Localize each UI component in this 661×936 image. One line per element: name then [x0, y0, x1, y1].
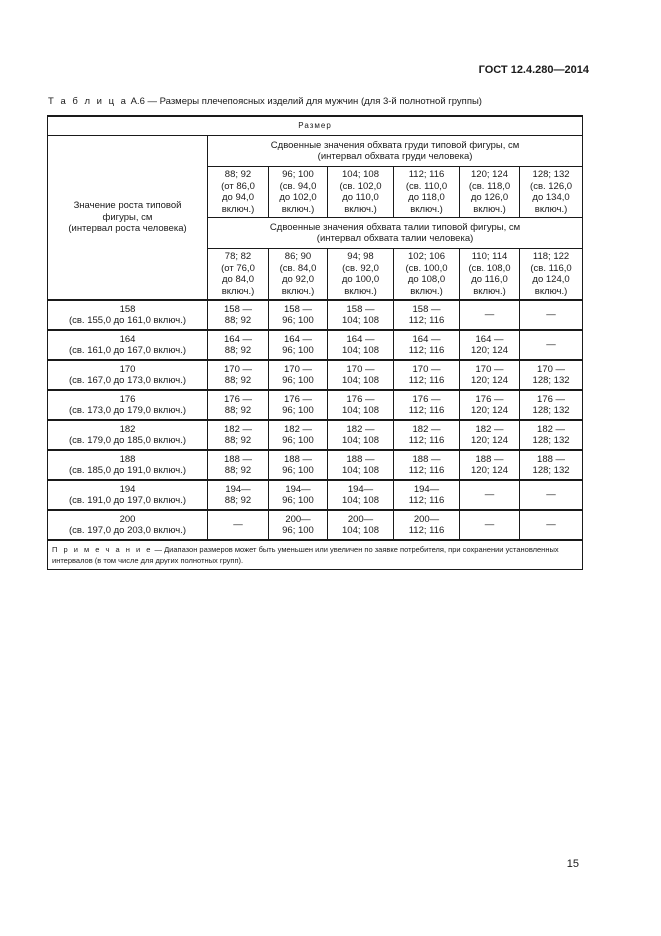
- waist-value: 118; 122 (св. 116,0 до 124,0 включ.): [520, 249, 583, 301]
- height-value: 182 (св. 179,0 до 185,0 включ.): [48, 420, 208, 450]
- height-value: 188 (св. 185,0 до 191,0 включ.): [48, 450, 208, 480]
- table-row: [48, 480, 583, 510]
- table-caption-label: Т а б л и ц а: [48, 96, 128, 107]
- table-caption: [48, 96, 482, 107]
- note-text: — Диапазон размеров может быть уменьшен или увеличен по заявке потребителя, при сохранении установленных интервалов (в том числе для других полнотных групп).: [52, 545, 559, 565]
- size-cell: 188 — 96; 100: [269, 450, 328, 480]
- size-cell: 188 — 128; 132: [520, 450, 583, 480]
- note-row: [48, 540, 583, 570]
- page-number: 15: [566, 858, 579, 870]
- table-row: [48, 360, 583, 390]
- size-cell: —: [520, 300, 583, 330]
- height-value: 194 (св. 191,0 до 197,0 включ.): [48, 480, 208, 510]
- size-cell: 182 — 96; 100: [269, 420, 328, 450]
- table-row: [48, 510, 583, 540]
- table-row: [48, 450, 583, 480]
- size-cell: 194— 96; 100: [269, 480, 328, 510]
- size-cell: —: [520, 510, 583, 540]
- size-cell: 176 — 88; 92: [208, 390, 269, 420]
- size-cell: —: [520, 330, 583, 360]
- size-cell: 176 — 120; 124: [460, 390, 520, 420]
- size-header: Размер: [48, 116, 583, 136]
- size-cell: —: [208, 510, 269, 540]
- size-cell: 200— 112; 116: [394, 510, 460, 540]
- size-cell: 188 — 104; 108: [328, 450, 394, 480]
- size-cell: 200— 104; 108: [328, 510, 394, 540]
- size-table: [47, 115, 583, 570]
- waist-value: 110; 114 (св. 108,0 до 116,0 включ.): [460, 249, 520, 301]
- size-cell: 176 — 96; 100: [269, 390, 328, 420]
- height-value: 200 (св. 197,0 до 203,0 включ.): [48, 510, 208, 540]
- size-cell: 164 — 88; 92: [208, 330, 269, 360]
- size-cell: 188 — 112; 116: [394, 450, 460, 480]
- table-row: [48, 390, 583, 420]
- size-cell: 176 — 128; 132: [520, 390, 583, 420]
- size-cell: 182 — 104; 108: [328, 420, 394, 450]
- table-note: [48, 540, 583, 570]
- size-cell: 194— 104; 108: [328, 480, 394, 510]
- size-cell: 170 — 96; 100: [269, 360, 328, 390]
- size-cell: 176 — 104; 108: [328, 390, 394, 420]
- size-cell: 188 — 88; 92: [208, 450, 269, 480]
- size-cell: —: [520, 480, 583, 510]
- waist-value: 102; 106 (св. 100,0 до 108,0 включ.): [394, 249, 460, 301]
- size-cell: 170 — 128; 132: [520, 360, 583, 390]
- size-cell: 158 — 112; 116: [394, 300, 460, 330]
- height-value: 176 (св. 173,0 до 179,0 включ.): [48, 390, 208, 420]
- size-cell: 164 — 112; 116: [394, 330, 460, 360]
- size-cell: 194— 112; 116: [394, 480, 460, 510]
- table-row: [48, 300, 583, 330]
- table-caption-text: А.6 — Размеры плечепоясных изделий для мужчин (для 3-й полнотной группы): [127, 96, 482, 107]
- size-cell: 194— 88; 92: [208, 480, 269, 510]
- size-cell: —: [460, 480, 520, 510]
- size-cell: 182 — 120; 124: [460, 420, 520, 450]
- size-cell: 164 — 104; 108: [328, 330, 394, 360]
- size-cell: —: [460, 510, 520, 540]
- height-value: 170 (св. 167,0 до 173,0 включ.): [48, 360, 208, 390]
- size-cell: 170 — 112; 116: [394, 360, 460, 390]
- table-row: [48, 420, 583, 450]
- size-cell: —: [460, 300, 520, 330]
- height-value: 158 (св. 155,0 до 161,0 включ.): [48, 300, 208, 330]
- size-cell: 170 — 88; 92: [208, 360, 269, 390]
- size-cell: 158 — 96; 100: [269, 300, 328, 330]
- waist-value: 78; 82 (от 76,0 до 84,0 включ.): [208, 249, 269, 301]
- table-row: [48, 330, 583, 360]
- height-value: 164 (св. 161,0 до 167,0 включ.): [48, 330, 208, 360]
- waist-header: Сдвоенные значения обхвата талии типовой фигуры, см (интервал обхвата талии человека): [208, 218, 583, 249]
- note-label: П р и м е ч а н и е: [52, 545, 153, 554]
- document-code: ГОСТ 12.4.280—2014: [478, 64, 589, 76]
- size-cell: 170 — 120; 124: [460, 360, 520, 390]
- size-cell: 158 — 104; 108: [328, 300, 394, 330]
- size-cell: 200— 96; 100: [269, 510, 328, 540]
- size-cell: 182 — 112; 116: [394, 420, 460, 450]
- size-cell: 176 — 112; 116: [394, 390, 460, 420]
- height-header: Значение роста типовой фигуры, см (интервал роста человека): [48, 136, 208, 301]
- chest-value: 120; 124 (св. 118,0 до 126,0 включ.): [460, 167, 520, 218]
- chest-value: 104; 108 (св. 102,0 до 110,0 включ.): [328, 167, 394, 218]
- waist-value: 94; 98 (св. 92,0 до 100,0 включ.): [328, 249, 394, 301]
- chest-value: 88; 92 (от 86,0 до 94,0 включ.): [208, 167, 269, 218]
- chest-value: 112; 116 (св. 110,0 до 118,0 включ.): [394, 167, 460, 218]
- chest-value: 96; 100 (св. 94,0 до 102,0 включ.): [269, 167, 328, 218]
- size-cell: 164 — 120; 124: [460, 330, 520, 360]
- chest-header: Сдвоенные значения обхвата груди типовой фигуры, см (интервал обхвата груди человека): [208, 136, 583, 167]
- size-cell: 164 — 96; 100: [269, 330, 328, 360]
- size-cell: 182 — 128; 132: [520, 420, 583, 450]
- size-cell: 182 — 88; 92: [208, 420, 269, 450]
- size-cell: 170 — 104; 108: [328, 360, 394, 390]
- chest-value: 128; 132 (св. 126,0 до 134,0 включ.): [520, 167, 583, 218]
- size-cell: 158 — 88; 92: [208, 300, 269, 330]
- waist-value: 86; 90 (св. 84,0 до 92,0 включ.): [269, 249, 328, 301]
- size-cell: 188 — 120; 124: [460, 450, 520, 480]
